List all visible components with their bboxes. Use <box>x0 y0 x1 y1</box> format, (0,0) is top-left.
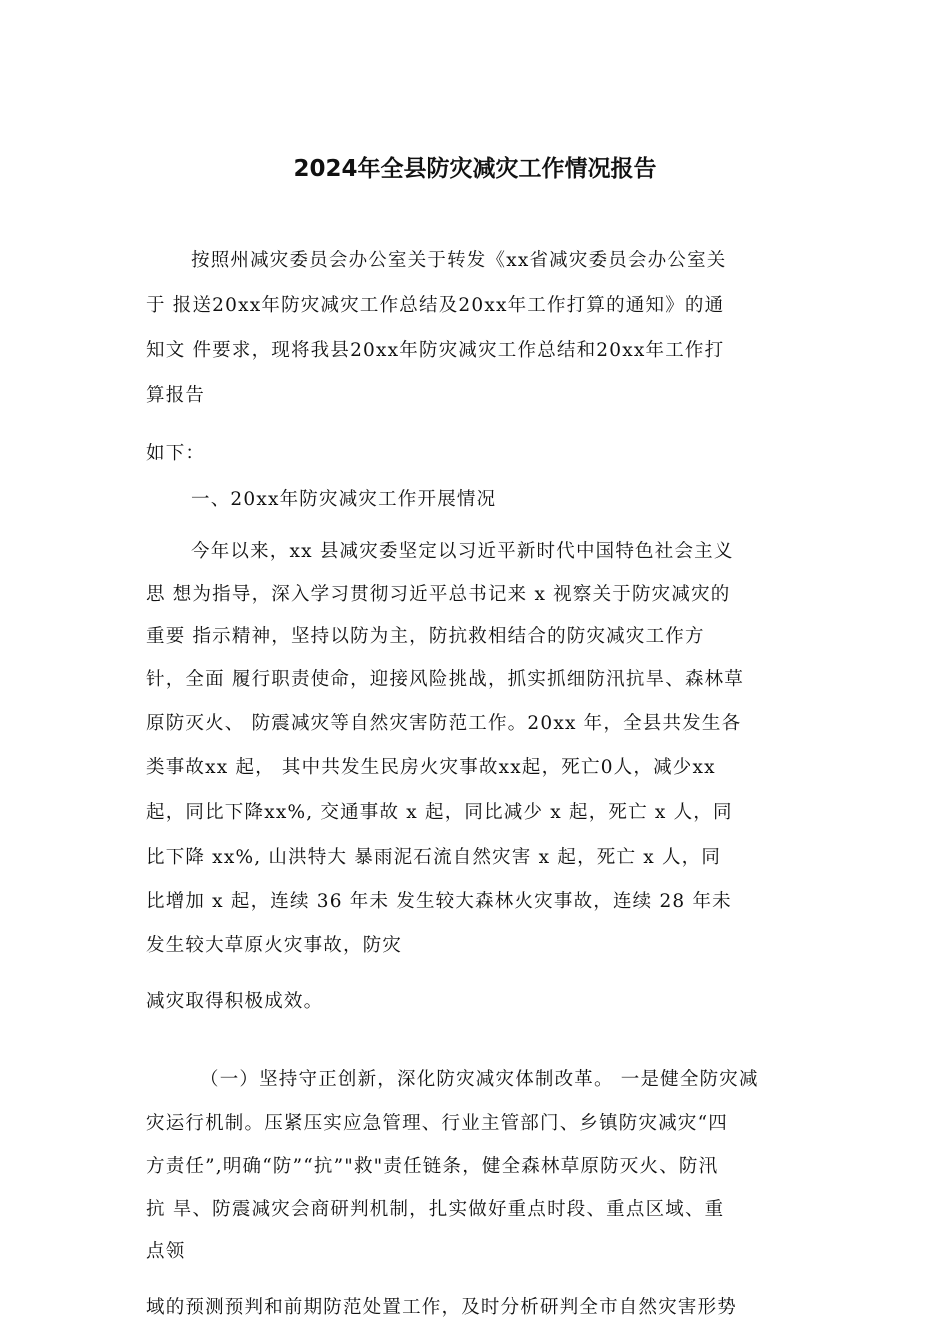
paragraph-line: 比增加 x 起，连续 36 年未 发生较大森林火灾事故，连续 28 年未 <box>146 891 732 912</box>
document-title: 2024年全县防灾减灾工作情况报告 <box>293 156 657 182</box>
paragraph-line: 思 想为指导，深入学习贯彻习近平总书记来 x 视察关于防灾减灾的 <box>146 584 731 605</box>
paragraph-line: 抗 旱、防震减灾会商研判机制，扎实做好重点时段、重点区域、重 <box>146 1199 725 1220</box>
paragraph-line: 灾运行机制。压紧压实应急管理、行业主管部门、乡镇防灾减灾“四 <box>146 1113 728 1134</box>
paragraph-line: 知文 件要求，现将我县20xx年防灾减灾工作总结和20xx年工作打 <box>146 340 725 361</box>
paragraph-line: 按照州减灾委员会办公室关于转发《xx省减灾委员会办公室关 <box>191 250 727 271</box>
paragraph-line: 域的预测预判和前期防范处置工作，及时分析研判全市自然灾害形势 <box>146 1297 738 1318</box>
paragraph-line: 比下降 xx%, 山洪特大 暴雨泥石流自然灾害 x 起，死亡 x 人，同 <box>146 847 722 868</box>
paragraph-line: 于 报送20xx年防灾减灾工作总结及20xx年工作打算的通知》的通 <box>146 295 725 316</box>
paragraph-line: 原防灭火、 防震减灾等自然灾害防范工作。20xx 年，全县共发生各 <box>146 713 742 734</box>
paragraph-line: 如下： <box>146 443 206 464</box>
paragraph-line: 减灾取得积极成效。 <box>146 991 324 1012</box>
paragraph-line: 算报告 <box>146 385 206 406</box>
paragraph-line: 重要 指示精神，坚持以防为主，防抗救相结合的防灾减灾工作方 <box>146 626 705 647</box>
paragraph-line: 发生较大草原火灾事故，防灾 <box>146 935 403 956</box>
paragraph-line: 起，同比下降xx%, 交通事故 x 起，同比减少 x 起，死亡 x 人，同 <box>146 802 733 823</box>
paragraph-line: （一）坚持守正创新，深化防灾减灾体制改革。 一是健全防灾减 <box>200 1069 759 1090</box>
paragraph-line: 方责任”,明确“防”“抗”"救"责任链条，健全森林草原防灭火、防汛 <box>146 1156 719 1177</box>
paragraph-line: 针，全面 履行职责使命，迎接风险挑战，抓实抓细防汛抗旱、森林草 <box>146 669 745 690</box>
paragraph-line: 类事故xx 起， 其中共发生民房火灾事故xx起，死亡0人，减少xx <box>146 757 716 778</box>
section-heading: 一、20xx年防灾减灾工作开展情况 <box>191 489 497 510</box>
paragraph-line: 今年以来，xx 县减灾委坚定以习近平新时代中国特色社会主义 <box>191 541 734 562</box>
paragraph-line: 点领 <box>146 1241 186 1262</box>
